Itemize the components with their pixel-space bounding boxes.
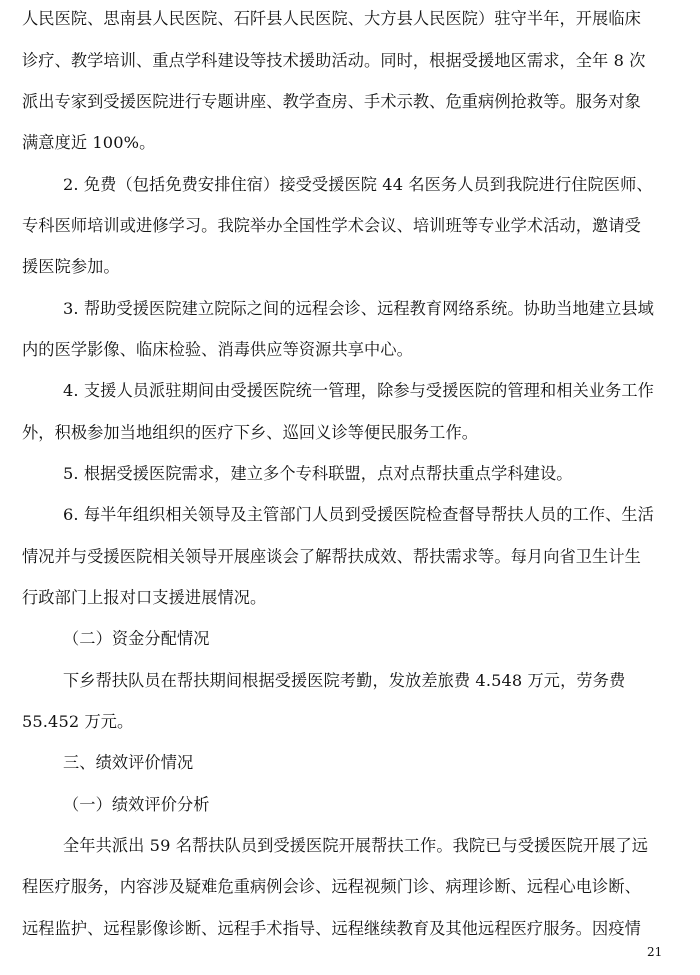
paragraph-line: 55.452 万元。 [22,712,134,731]
paragraph-line: 外，积极参加当地组织的医疗下乡、巡回义诊等便民服务工作。 [22,423,479,442]
paragraph-line: 远程监护、远程影像诊断、远程手术指导、远程继续教育及其他远程医疗服务。因疫情 [22,919,641,938]
numbered-item-3-line: 3. 帮助受援医院建立院际之间的远程会诊、远程教育网络系统。协助当地建立县域 [63,299,654,318]
paragraph-line: 情况并与受援医院相关领导开展座谈会了解帮扶成效、帮扶需求等。每月向省卫生计生 [22,547,641,566]
paragraph-line: 下乡帮扶队员在帮扶期间根据受援医院考勤，发放差旅费 4.548 万元，劳务费 [63,671,626,690]
paragraph-line: 诊疗、教学培训、重点学科建设等技术援助活动。同时，根据受援地区需求，全年 8 次 [22,51,646,70]
numbered-item-5-line: 5. 根据受援医院需求，建立多个专科联盟，点对点帮扶重点学科建设。 [63,464,573,483]
section-heading-performance: 三、绩效评价情况 [63,753,194,772]
subsection-heading-analysis: （一）绩效评价分析 [63,795,210,814]
section-heading-funding: （二）资金分配情况 [63,629,210,648]
paragraph-line: 专科医师培训或进修学习。我院举办全国性学术会议、培训班等专业学术活动，邀请受 [22,216,641,235]
paragraph-line: 内的医学影像、临床检验、消毒供应等资源共享中心。 [22,340,413,359]
paragraph-line: 人民医院、思南县人民医院、石阡县人民医院、大方县人民医院）驻守半年，开展临床 [22,9,641,28]
paragraph-line: 满意度近 100%。 [22,133,156,152]
numbered-item-2-line: 2. 免费（包括免费安排住宿）接受受援医院 44 名医务人员到我院进行住院医师、 [63,175,653,194]
paragraph-line: 派出专家到受援医院进行专题讲座、教学查房、手术示教、危重病例抢救等。服务对象 [22,92,641,111]
numbered-item-4-line: 4. 支援人员派驻期间由受援医院统一管理，除参与受援医院的管理和相关业务工作 [63,381,654,400]
paragraph-line: 行政部门上报对口支援进展情况。 [22,588,267,607]
paragraph-line: 程医疗服务，内容涉及疑难危重病例会诊、远程视频门诊、病理诊断、远程心电诊断、 [22,877,641,896]
page-number: 21 [647,945,663,959]
numbered-item-6-line: 6. 每半年组织相关领导及主管部门人员到受援医院检查督导帮扶人员的工作、生活 [63,505,654,524]
paragraph-line: 援医院参加。 [22,257,120,276]
paragraph-line: 全年共派出 59 名帮扶队员到受援医院开展帮扶工作。我院已与受援医院开展了远 [63,836,649,855]
